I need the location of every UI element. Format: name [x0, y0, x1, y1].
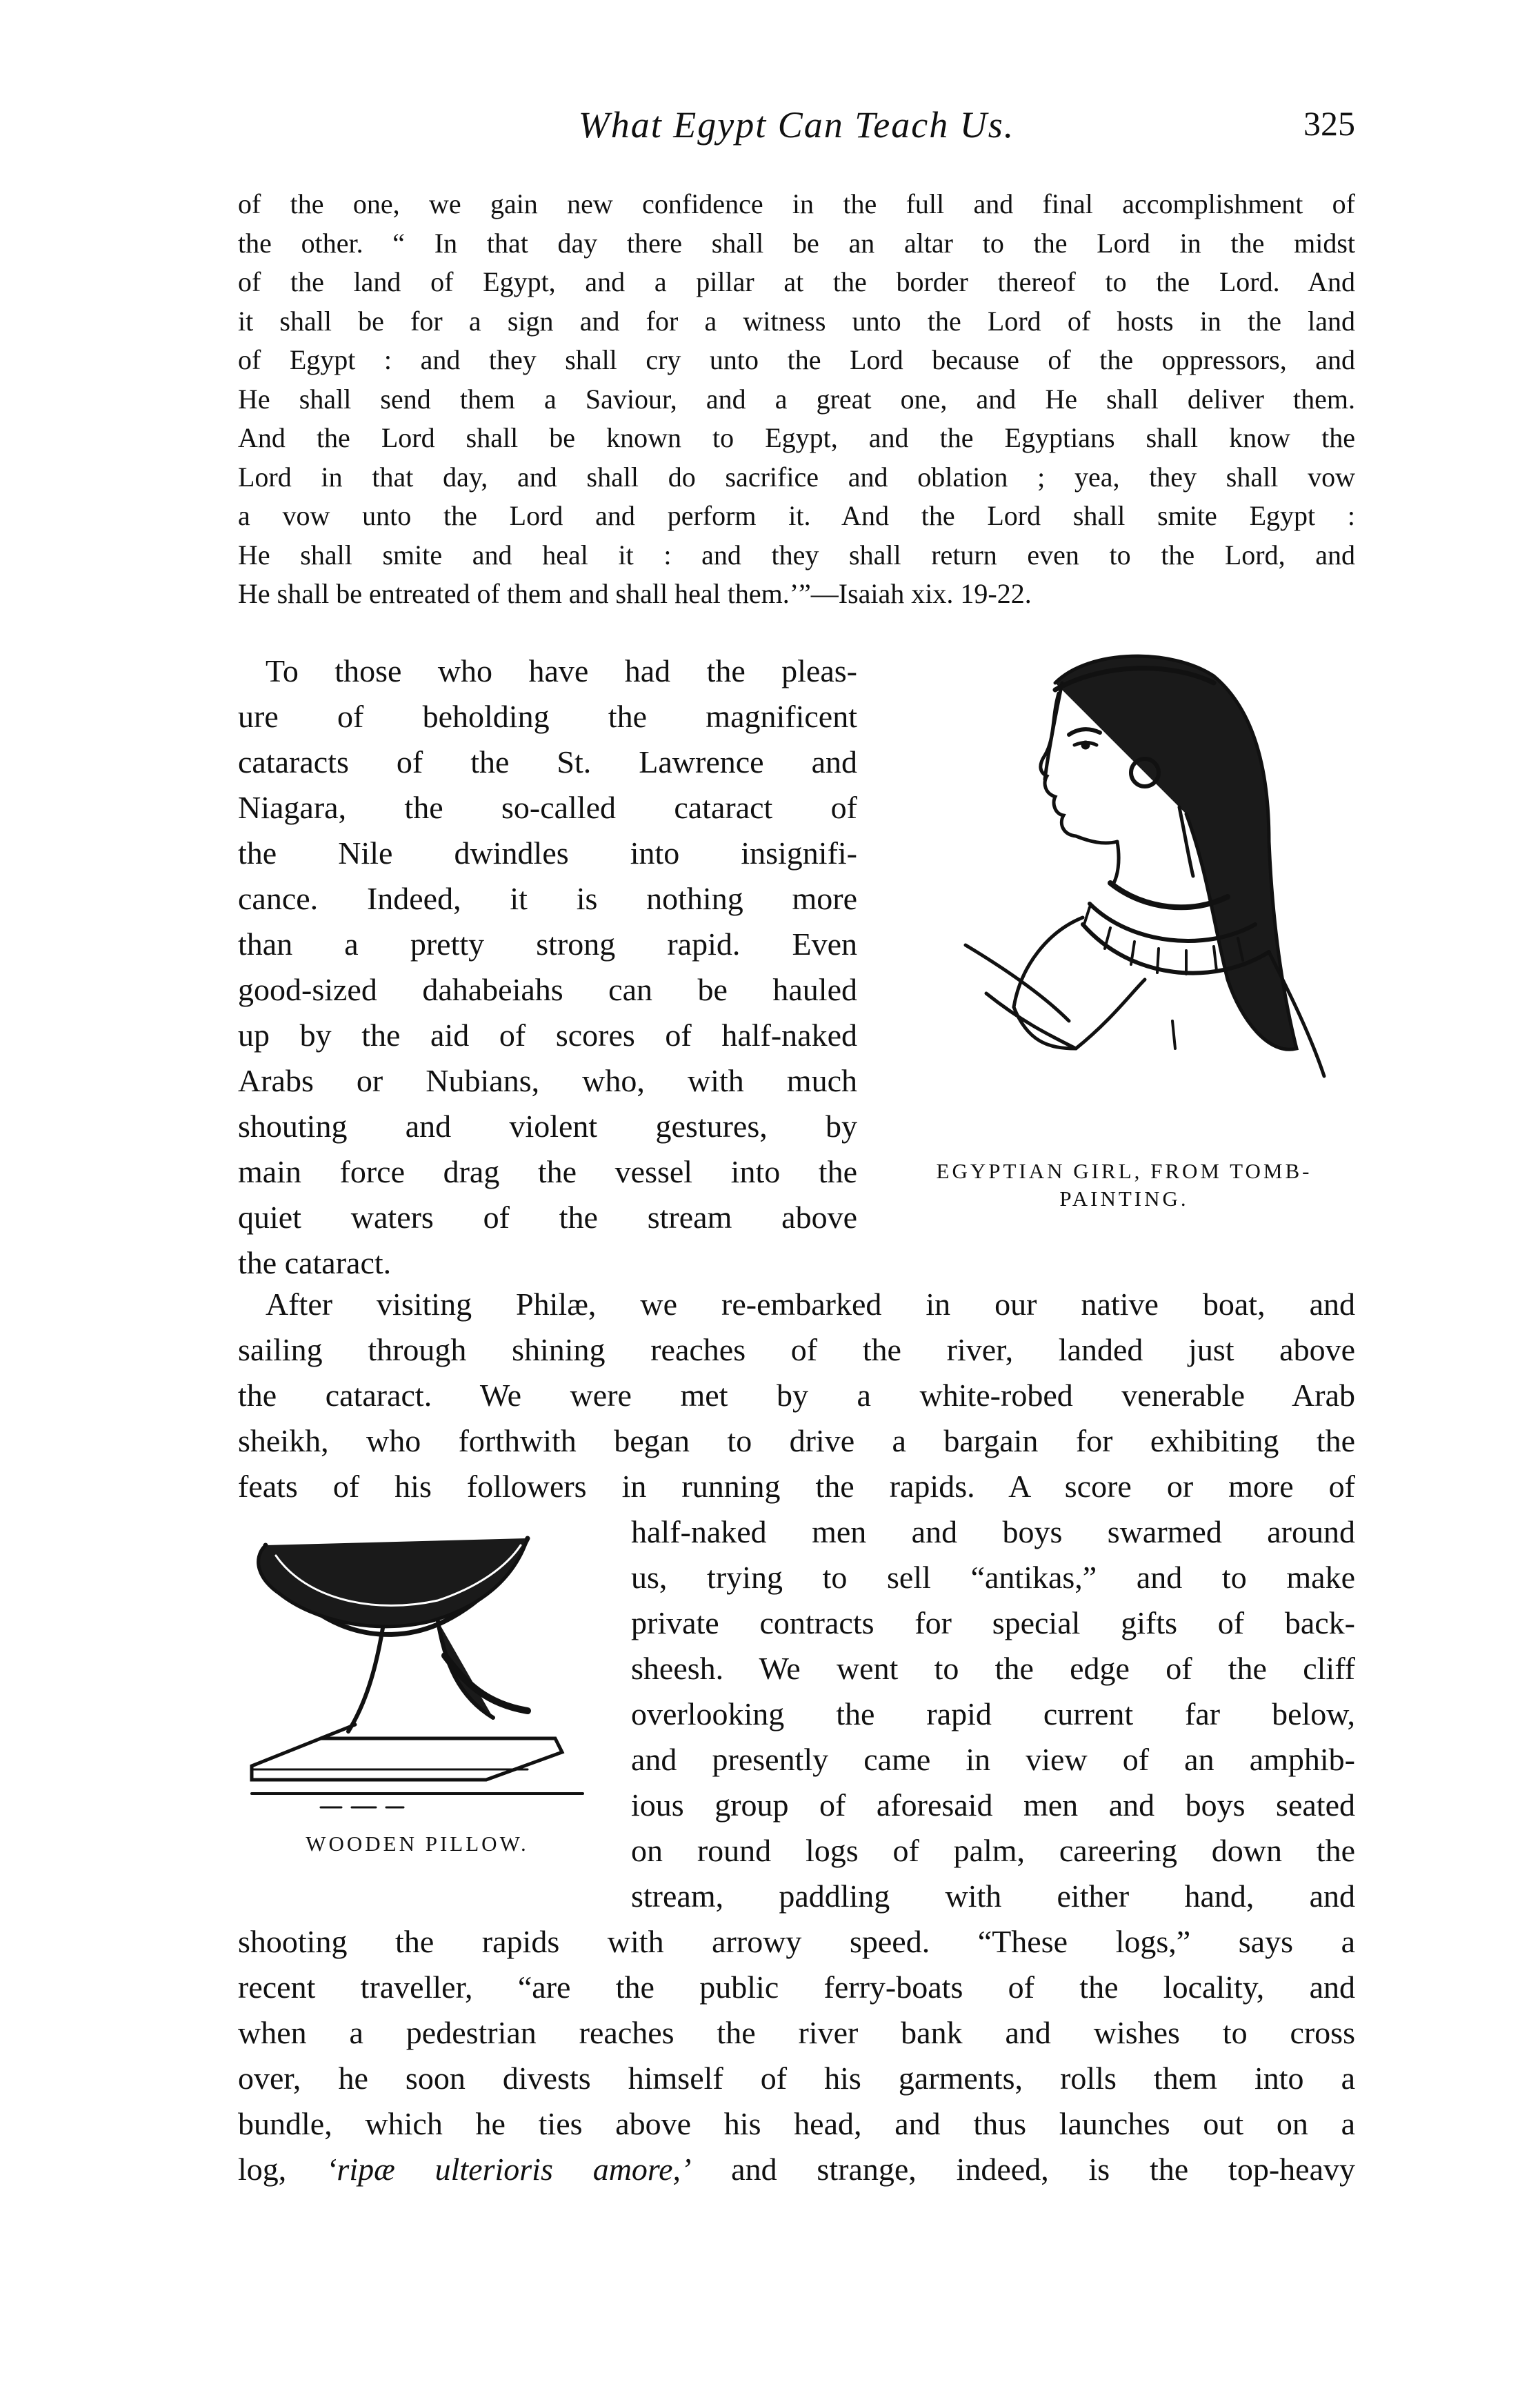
- text-line: of the land of Egypt, and a pillar at the border thereof to the Lord. And: [238, 266, 1355, 297]
- egyptian-girl-illustration: [883, 635, 1366, 1118]
- paragraph-philae-cont: [238, 1919, 1355, 2192]
- page-number: 325: [1303, 104, 1355, 143]
- text-line: of Egypt : and they shall cry unto the Lord because of the oppressors, and: [238, 344, 1355, 375]
- text-line: recent traveller, “are the public ferry-boats of the locality, and: [238, 1969, 1355, 2005]
- text-line: ious group of aforesaid men and boys seated: [631, 1787, 1355, 1823]
- wooden-pillow-illustration: [238, 1518, 597, 1821]
- text-line: it shall be for a sign and for a witness unto the Lord of hosts in the land: [238, 305, 1355, 337]
- caption-egyptian-girl-line1: EGYPTIAN GIRL, FROM TOMB-: [936, 1159, 1312, 1183]
- text-line: and presently came in view of an amphib-: [631, 1742, 1355, 1777]
- text-line: overlooking the rapid current far below,: [631, 1696, 1355, 1731]
- text-line: He shall be entreated of them and shall heal them.’”—Isaiah xix. 19-22.: [238, 578, 1032, 609]
- text-line: feats of his followers in running the rapids. A score or more of: [238, 1469, 1355, 1504]
- text-line: shouting and violent gestures, by: [238, 1109, 857, 1144]
- text-fragment: log,: [238, 2152, 327, 2187]
- running-title: What Egypt Can Teach Us.: [578, 104, 1015, 146]
- text-line: cataracts of the St. Lawrence and: [238, 744, 857, 780]
- paragraph-cataract: [238, 648, 857, 1286]
- text-line: He shall send them a Saviour, and a great one, and He shall deliver them.: [238, 383, 1355, 415]
- text-line: good-sized dahabeiahs can be hauled: [238, 972, 857, 1007]
- text-line: sailing through shining reaches of the river, landed just above: [238, 1332, 1355, 1367]
- text-line: on round logs of palm, careering down the: [631, 1833, 1355, 1868]
- text-line: sheikh, who forthwith began to drive a bargain for exhibiting the: [238, 1423, 1355, 1458]
- text-line: half-naked men and boys swarmed around: [631, 1514, 1355, 1549]
- figure-wooden-pillow: [238, 1518, 597, 1876]
- text-line: cance. Indeed, it is nothing more: [238, 881, 857, 916]
- text-line: ure of beholding the magnificent: [238, 699, 857, 734]
- text-line: To those who have had the pleas-: [266, 653, 857, 688]
- text-line: quiet waters of the stream above: [238, 1200, 857, 1235]
- text-line: over, he soon divests himself of his garments, rolls them into a: [238, 2061, 1355, 2096]
- caption-egyptian-girl-line2: PAINTING.: [1059, 1187, 1189, 1211]
- text-line: the other. “ In that day there shall be an altar to the Lord in the midst: [238, 227, 1355, 259]
- latin-phrase: ‘ripæ ulterioris amore,’: [326, 2152, 692, 2187]
- text-line-last: [238, 2147, 1355, 2192]
- text-line: sheesh. We went to the edge of the cliff: [631, 1651, 1355, 1686]
- page-header: [238, 103, 1355, 159]
- paragraph-philae: [238, 1282, 1355, 1509]
- scripture-quote: [238, 185, 1355, 614]
- text-line: Lord in that day, and shall do sacrifice and oblation ; yea, they shall vow: [238, 461, 1355, 493]
- text-line: of the one, we gain new confidence in the full and final accomplishment of: [238, 188, 1355, 219]
- text-line: And the Lord shall be known to Egypt, and the Egyptians shall know the: [238, 422, 1355, 453]
- text-line: than a pretty strong rapid. Even: [238, 926, 857, 962]
- paragraph-philae-wrap: [631, 1509, 1355, 1919]
- text-line: us, trying to sell “antikas,” and to make: [631, 1560, 1355, 1595]
- text-line: stream, paddling with either hand, and: [631, 1878, 1355, 1914]
- text-line: After visiting Philæ, we re-embarked in our native boat, and: [266, 1287, 1355, 1322]
- text-fragment: and strange, indeed, is the top-heavy: [691, 2152, 1355, 2187]
- figure-egyptian-girl: [883, 635, 1366, 1211]
- text-line: shooting the rapids with arrowy speed. “These logs,” says a: [238, 1924, 1355, 1959]
- caption-wooden-pillow: WOODEN PILLOW.: [306, 1832, 529, 1856]
- text-line: when a pedestrian reaches the river bank and wishes to cross: [238, 2015, 1355, 2050]
- text-line: private contracts for special gifts of back-: [631, 1605, 1355, 1640]
- text-line: Arabs or Nubians, who, with much: [238, 1063, 857, 1098]
- text-line: Niagara, the so-called cataract of: [238, 790, 857, 825]
- text-line: main force drag the vessel into the: [238, 1154, 857, 1189]
- text-line: up by the aid of scores of half-naked: [238, 1018, 857, 1053]
- text-line: a vow unto the Lord and perform it. And the Lord shall smite Egypt :: [238, 500, 1355, 531]
- text-line: bundle, which he ties above his head, and thus launches out on a: [238, 2106, 1355, 2141]
- text-line: He shall smite and heal it : and they shall return even to the Lord, and: [238, 539, 1355, 570]
- text-line: the cataract.: [238, 1245, 392, 1280]
- text-line: the cataract. We were met by a white-robed venerable Arab: [238, 1378, 1355, 1413]
- text-line: the Nile dwindles into insignifi-: [238, 835, 857, 871]
